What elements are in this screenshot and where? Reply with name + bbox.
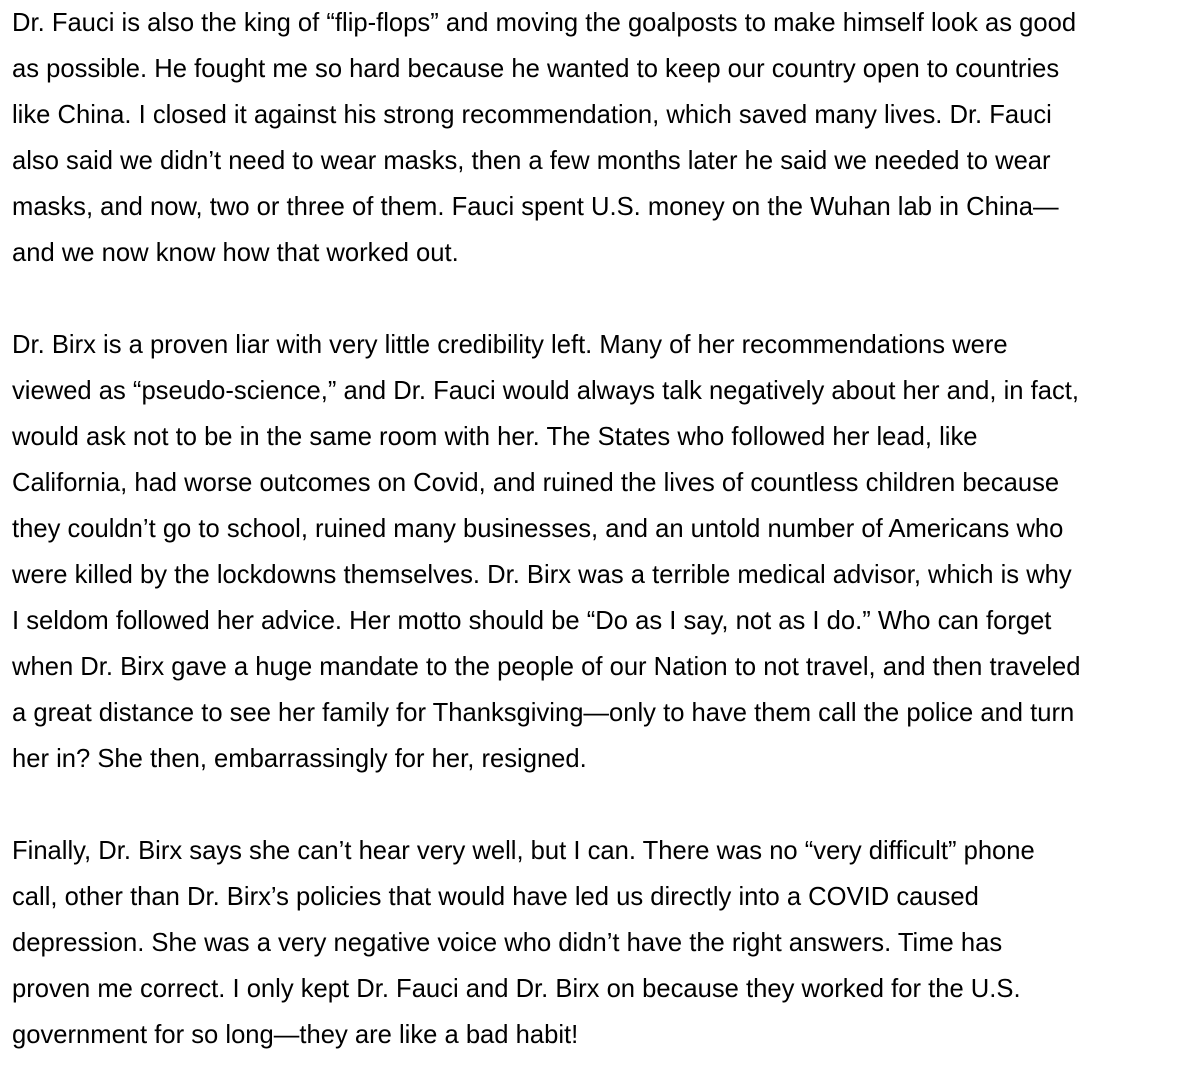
text-line: depression. She was a very negative voice who didn’t have the right answers. Time has	[12, 929, 1003, 957]
text-line: as possible. He fought me so hard because he wanted to keep our country open to countries	[12, 55, 1060, 83]
text-line: her in? She then, embarrassingly for her, resigned.	[12, 745, 587, 773]
text-line: call, other than Dr. Birx’s policies that would have led us directly into a COVID caused	[12, 883, 979, 911]
text-line: like China. I closed it against his strong recommendation, which saved many lives. Dr. Fauci	[12, 101, 1052, 129]
text-line: they couldn’t go to school, ruined many businesses, and an untold number of Americans who	[12, 515, 1064, 543]
text-line: Dr. Fauci is also the king of “flip-flops” and moving the goalposts to make himself look as good	[12, 9, 1077, 37]
text-line: masks, and now, two or three of them. Fauci spent U.S. money on the Wuhan lab in China—	[12, 193, 1059, 221]
paragraph-fauci	[12, 0, 1196, 276]
text-line: California, had worse outcomes on Covid, and ruined the lives of countless children because	[12, 469, 1060, 497]
text-line: government for so long—they are like a bad habit!	[12, 1021, 579, 1049]
paragraph-conclusion	[12, 828, 1196, 1058]
text-line: proven me correct. I only kept Dr. Fauci and Dr. Birx on because they worked for the U.S.	[12, 975, 1021, 1003]
text-line: also said we didn’t need to wear masks, then a few months later he said we needed to wear	[12, 147, 1051, 175]
text-line: when Dr. Birx gave a huge mandate to the people of our Nation to not travel, and then traveled	[12, 653, 1081, 681]
text-line: a great distance to see her family for Thanksgiving—only to have them call the police and turn	[12, 699, 1075, 727]
text-line: I seldom followed her advice. Her motto should be “Do as I say, not as I do.” Who can forget	[12, 607, 1052, 635]
text-line: viewed as “pseudo-science,” and Dr. Fauci would always talk negatively about her and, in fact,	[12, 377, 1079, 405]
text-line: Dr. Birx is a proven liar with very little credibility left. Many of her recommendations were	[12, 331, 1008, 359]
text-line: were killed by the lockdowns themselves. Dr. Birx was a terrible medical advisor, which is why	[12, 561, 1072, 589]
text-line: would ask not to be in the same room with her. The States who followed her lead, like	[12, 423, 978, 451]
text-line: and we now know how that worked out.	[12, 239, 459, 267]
paragraph-birx	[12, 322, 1196, 782]
text-line: Finally, Dr. Birx says she can’t hear very well, but I can. There was no “very difficult” phone	[12, 837, 1035, 865]
